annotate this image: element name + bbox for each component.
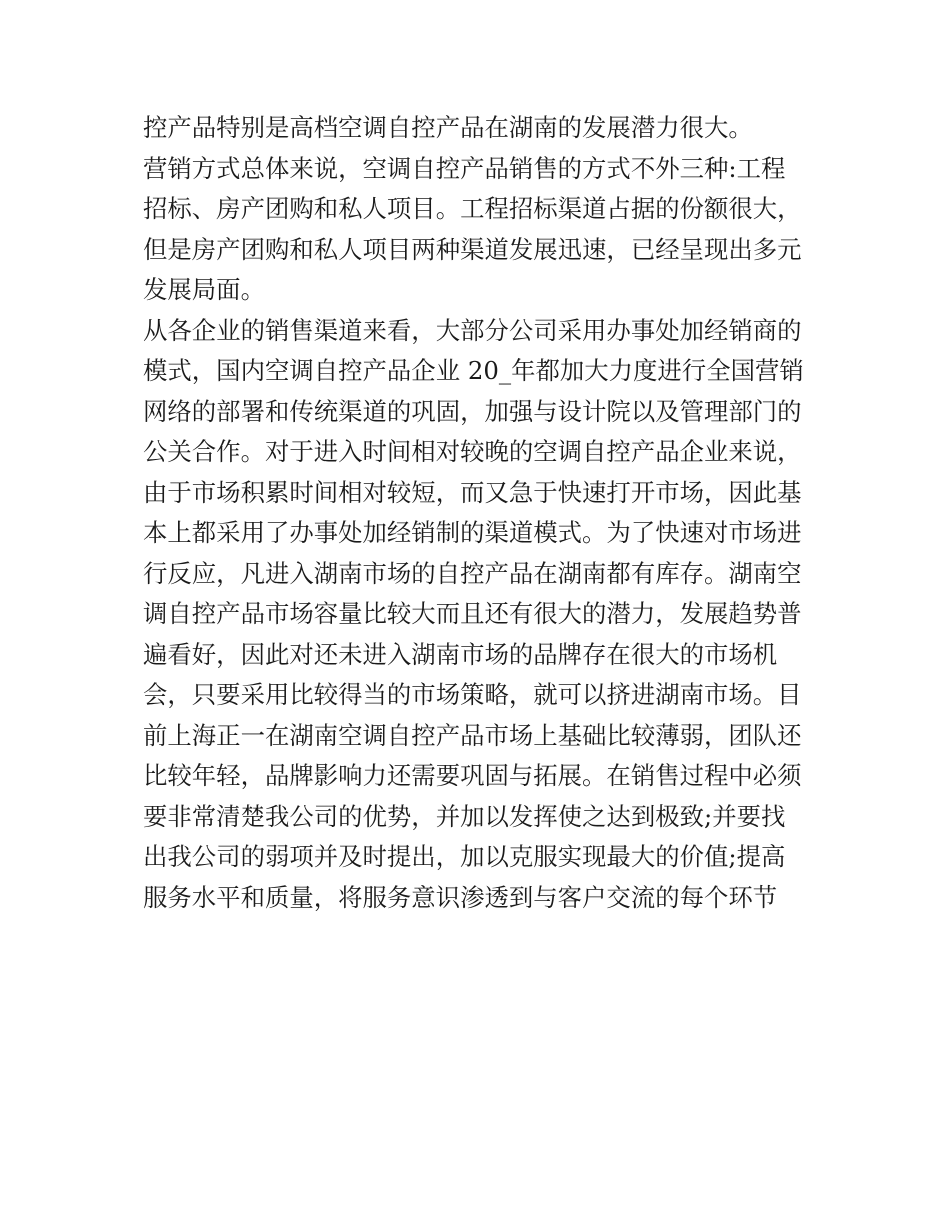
- text-line: 比较年轻，品牌影响力还需要巩固与拓展。在销售过程中必须: [143, 761, 802, 790]
- text-line: 模式，国内空调自控产品企业 20_年都加大力度进行全国营销: [143, 356, 804, 385]
- text-line: 会，只要采用比较得当的市场策略，就可以挤进湖南市场。目: [143, 680, 802, 709]
- text-line: 调自控产品市场容量比较大而且还有很大的潜力，发展趋势普: [143, 599, 802, 628]
- text-line: 本上都采用了办事处加经销制的渠道模式。为了快速对市场进: [143, 518, 802, 547]
- text-line: 行反应，凡进入湖南市场的自控产品在湖南都有库存。湖南空: [143, 558, 802, 588]
- text-line: 出我公司的弱项并及时提出，加以克服实现最大的价值;提高: [143, 842, 786, 871]
- text-line: 控产品特别是高档空调自控产品在湖南的发展潜力很大。: [143, 113, 753, 142]
- text-line: 但是房产团购和私人项目两种渠道发展迅速，已经呈现出多元: [143, 234, 802, 264]
- text-line: 营销方式总体来说，空调自控产品销售的方式不外三种:工程: [143, 153, 786, 183]
- text-line: 前上海正一在湖南空调自控产品市场上基础比较薄弱，团队还: [143, 720, 802, 750]
- text-line: 招标、房产团购和私人项目。工程招标渠道占据的份额很大，: [143, 194, 802, 223]
- text-line: 公关合作。对于进入时间相对较晚的空调自控产品企业来说，: [143, 437, 802, 466]
- text-line: 从各企业的销售渠道来看，大部分公司采用办事处加经销商的: [143, 315, 802, 345]
- text-line: 要非常清楚我公司的优势，并加以发挥使之达到极致;并要找: [143, 801, 786, 831]
- text-line: 网络的部署和传统渠道的巩固，加强与设计院以及管理部门的: [143, 396, 802, 426]
- body-text: [143, 108, 823, 918]
- text-line: 遍看好，因此对还未进入湖南市场的品牌存在很大的市场机: [143, 639, 778, 669]
- text-line: 发展局面。: [143, 275, 265, 304]
- text-line: 由于市场积累时间相对较短，而又急于快速打开市场，因此基: [143, 477, 802, 507]
- text-line: 服务水平和质量，将服务意识渗透到与客户交流的每个环节: [143, 882, 778, 912]
